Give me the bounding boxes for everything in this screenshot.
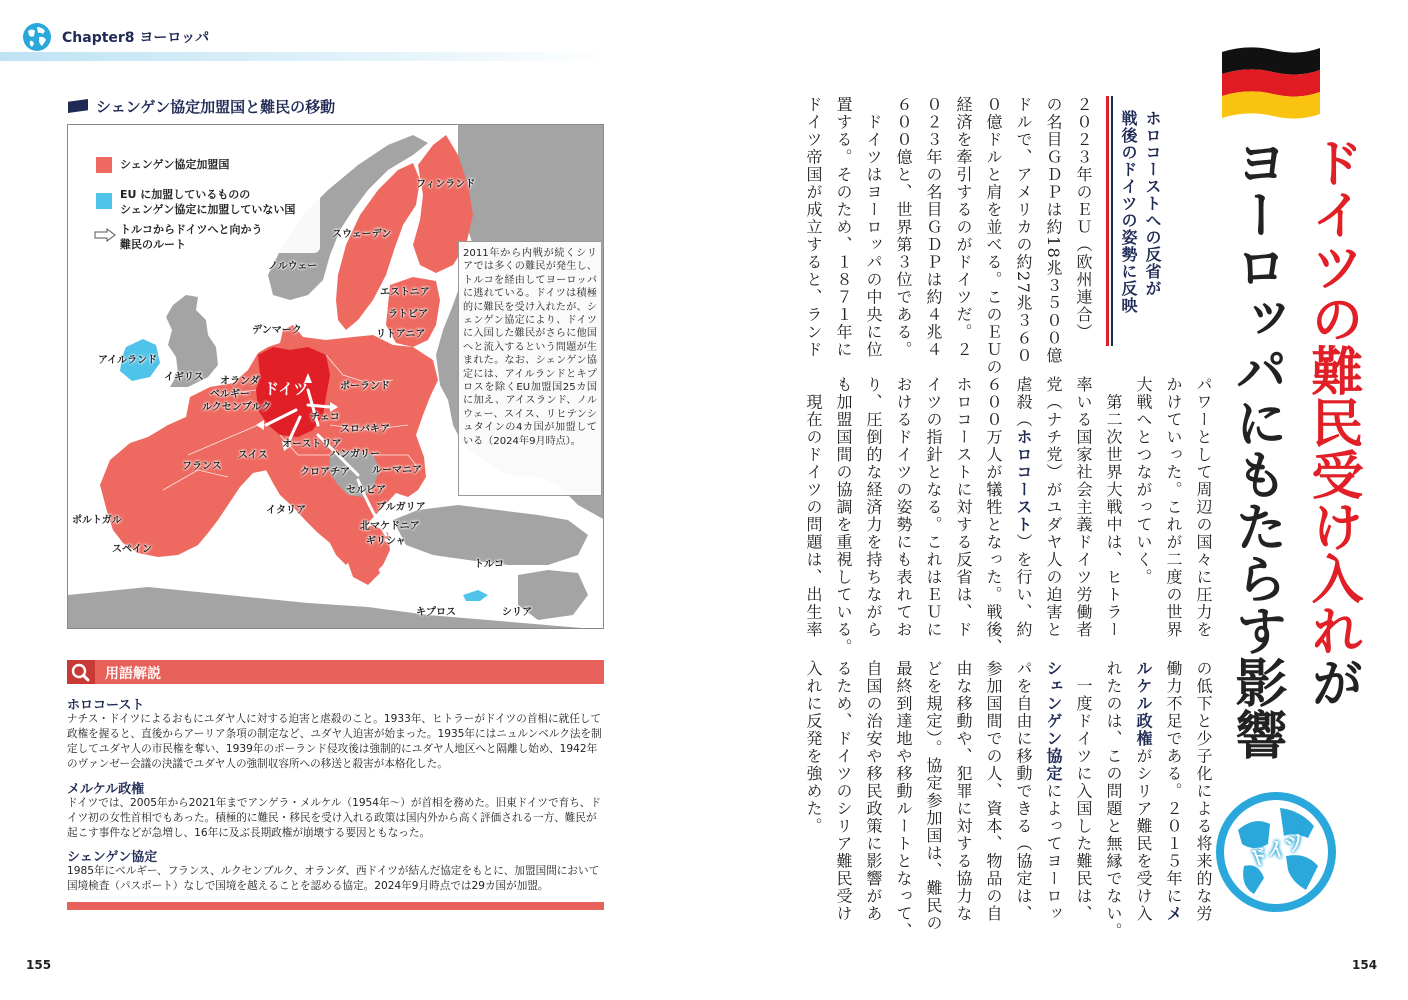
legend-eu-non-line1: EU に加盟しているものの (120, 188, 251, 201)
legend-schengen: シェンゲン協定加盟国 (120, 158, 230, 171)
block1-col: ０億ドルと肩を並べる。このＥＵの (984, 96, 1003, 376)
block3-col: どを規定）。協定参加国は、難民の (924, 660, 943, 932)
subhead-line2: 戦後のドイツの姿勢に反映 (1119, 110, 1138, 314)
label-slovakia: スロバキア (340, 424, 390, 435)
label-latvia: ラトビア (388, 309, 428, 320)
chapter-header: Chapter8 ヨーロッパ (62, 30, 210, 46)
block3-text: がシリア難民を受け入 (1134, 747, 1153, 923)
block1-col: 経済を牽引するのがドイツだ。２ (954, 96, 973, 359)
block3-col: 自国の治安や移民政策に影響があ (864, 660, 883, 923)
label-finland: フィンランド (416, 179, 476, 190)
label-germany: ドイツ (264, 380, 309, 398)
header-band (0, 52, 610, 61)
block3-col: パを自由に移動できる（協定は、 (1014, 660, 1033, 923)
label-turkey: トルコ (474, 559, 504, 570)
label-north-macedonia: 北マケドニア (360, 521, 420, 532)
block1-col: 置する。そのため、１８７１年に (834, 96, 853, 359)
label-norway: ノルウェー (268, 261, 318, 272)
block2-col: イツの指針となる。これはＥＵに (924, 376, 943, 639)
block3-col: れたのは、この問題と無縁でない。 (1104, 660, 1123, 940)
block1-col: ドルで、アメリカの約27兆３６０ (1014, 96, 1033, 365)
block3-col: の低下と少子化による将来的な労 (1194, 660, 1213, 923)
term-merkel-part2: ルケル政権 (1134, 660, 1153, 748)
germany-flag (1218, 44, 1324, 120)
block3-col (1128, 660, 1158, 950)
block3-col (1038, 660, 1068, 950)
label-spain: スペイン (112, 544, 152, 555)
label-austria: オーストリア (282, 439, 342, 450)
block3-col: 一度ドイツに入国した難民は、 (1074, 660, 1093, 923)
legend-swatch-eu-non-schengen (96, 193, 112, 209)
article-block-1 (798, 96, 1098, 386)
block2-col: り、圧倒的な経済力を持ちながら (864, 376, 883, 639)
glossary-def-schengen: 1985年にベルギー、フランス、ルクセンブルク、オランダ、西ドイツが結んだ協定をもとに、加盟国間において国境検査（パスポート）なしで国境を越えることを認める協定。2024年9月時点では29カ国が加盟。 (67, 865, 600, 892)
label-luxembourg: ルクセンブルク (202, 402, 272, 413)
article-block-3 (798, 660, 1218, 950)
block1-col: ドイツ帝国が成立すると、ランド (804, 96, 823, 359)
europe-map (67, 124, 604, 629)
block3-col (1158, 660, 1188, 950)
legend-swatch-schengen (96, 157, 112, 173)
block2-col: も加盟国間の協調を重視している。 (834, 376, 853, 656)
article-block-2 (798, 376, 1218, 666)
block2-col: 現在のドイツの問題は、出生率 (804, 376, 823, 639)
label-lithuania: リトアニア (376, 329, 426, 340)
block3-text: によってヨーロッ (1044, 782, 1063, 923)
block2-text: ）を行い、約 (1014, 533, 1033, 639)
label-belgium: ベルギー (210, 389, 250, 400)
label-syria: シリア (502, 607, 532, 618)
legend-route-line1: トルコからドイツへと向かう (120, 223, 263, 236)
map-title-text: シェンゲン協定加盟国と難民の移動 (96, 98, 336, 116)
glossary-header (67, 660, 604, 684)
article-title-line2: ヨーロッパにもたらす影響 (1226, 136, 1286, 760)
block3-text: 働力不足である。２０１５年に (1164, 660, 1183, 905)
term-schengen: シェンゲン協定 (1044, 660, 1063, 783)
subhead-rule-blue (1111, 96, 1113, 346)
block2-col: かけていった。これが二度の世界 (1164, 376, 1183, 639)
label-ireland: アイルランド (98, 355, 158, 366)
legend-eu-non-line2: シェンゲン協定に加盟していない国 (120, 203, 296, 216)
glossary-term-merkel: メルケル政権 (67, 782, 145, 797)
block2-col: 率いる国家社会主義ドイツ労働者 (1074, 376, 1093, 639)
page-number-right: 154 (1352, 958, 1378, 972)
block3-col: 最終到達地や移動ルートとなって、 (894, 660, 913, 940)
map-note: 2011年から内戦が続くシリアでは多くの難民が発生し、トルコを経由してヨーロッパに逃れている。ドイツは積極的に難民を受け入れたが、シェンゲン協定により、ドイツに入国した難民がさらに他国へと流入するという問題が生まれた。なお、シェンゲン協定には、アイルランドとキプロスを除くEU加盟国25カ国に加え、アイスランド、ノルウェー、スイス、リヒテンシュタインの4カ国が加盟している（2024年9月時点）。 (458, 241, 602, 496)
legend-route-line2: 難民のルート (120, 238, 186, 251)
block2-text: 虐殺（ (1014, 376, 1033, 429)
article-title-line1-main: ドイツの難民受け入れ (1302, 136, 1362, 656)
globe-icon (22, 22, 52, 52)
label-czech: チェコ (310, 412, 340, 423)
label-poland: ポーランド (340, 381, 390, 392)
label-netherlands: オランダ (220, 376, 260, 387)
glossary-title: 用語解説 (105, 666, 161, 682)
label-estonia: エストニア (380, 287, 430, 298)
subhead-rule-red (1106, 96, 1109, 346)
label-france: フランス (182, 461, 222, 472)
label-sweden: スウェーデン (332, 229, 392, 240)
map-title (68, 96, 335, 117)
block3-col: 入れに反発を強めた。 (804, 660, 823, 835)
block2-col: ホロコーストに対する反省は、ド (954, 376, 973, 639)
label-denmark: デンマーク (252, 325, 302, 336)
term-merkel-part1: メ (1164, 905, 1183, 923)
glossary-def-merkel: ドイツでは、2005年から2021年までアンゲラ・メルケル（1954年〜）が首相を務めた。旧東ドイツで育ち、ドイツ初の女性首相でもあった。積極的に難民・移民を受け入れる政策は国内外から高く評価される一方、難民が起こす事件などが急増し、16年に及ぶ長期政権が崩壊する要因ともなった。 (67, 797, 601, 839)
block1-col: ０２３年の名目ＧＤＰは約４兆４ (924, 96, 943, 359)
label-portugal: ポルトガル (72, 515, 122, 526)
term-holocaust: ホロコースト (1014, 428, 1033, 534)
label-bulgaria: ブルガリア (376, 502, 426, 513)
label-italy: イタリア (266, 505, 306, 516)
arrow-icon (94, 228, 116, 242)
label-hungary: ハンガリー (330, 449, 380, 460)
glossary-term-holocaust: ホロコースト (67, 698, 145, 713)
block2-col: 大戦へとつながっていく。 (1134, 376, 1153, 586)
magnifier-icon (67, 660, 95, 684)
label-serbia: セルビア (346, 485, 386, 496)
block1-col: ドイツはヨーロッパの中央に位 (864, 96, 883, 359)
block3-col: 由な移動や、犯罪に対する協力な (954, 660, 973, 923)
flag-icon (68, 99, 88, 113)
page-number-left: 155 (26, 958, 52, 972)
label-romania: ルーマニア (372, 465, 422, 476)
block1-col: の名目ＧＤＰは約18兆３５００億 (1044, 96, 1063, 365)
label-croatia: クロアチア (300, 467, 350, 478)
glossary-def-holocaust: ナチス・ドイツによるおもにユダヤ人に対する迫害と虐殺のこと。1933年、ヒトラーがドイツの首相に就任して政権を握ると、直後からアーリア条項の制定など、ユダヤ人迫害が始まった。1935年にはニュルンベルク法を制定してユダヤ人の市民権を奪い、1939年のポーランド侵攻後は強制的にユダヤ人地区へと隔離し始め、1942年のヴァンゼー会議の決議でユダヤ人の強制収容所への移送と殺害が本格化した。 (67, 713, 602, 770)
article-title-line1 (1300, 136, 1364, 708)
label-cyprus: キプロス (416, 607, 456, 618)
subhead-line1: ホロコーストへの反省が (1143, 110, 1162, 297)
glossary-footer-bar (67, 902, 604, 910)
block2-col: 第二次世界大戦中は、ヒトラー (1104, 376, 1123, 639)
region-badge-label: ドイツ (1244, 827, 1309, 873)
label-greece: ギリシャ (366, 536, 406, 547)
block2-col (1008, 376, 1038, 666)
block2-col: 党（ナチ党）がユダヤ人の迫害と (1044, 376, 1063, 639)
block3-col: るため、ドイツのシリア難民受け (834, 660, 853, 923)
block2-col: パワーとして周辺の国々に圧力を (1194, 376, 1213, 639)
block3-col: 参加国間での人、資本、物品の自 (984, 660, 1003, 923)
label-switzerland: スイス (238, 450, 268, 461)
map-legend (84, 135, 320, 253)
article-title-line1-tail: が (1302, 656, 1362, 708)
label-uk: イギリス (164, 372, 204, 383)
region-badge (1214, 790, 1338, 914)
block2-col: ６００万人が犠牲となった。戦後、 (984, 376, 1003, 656)
block1-col: ２０２３年のＥＵ（欧州連合） (1074, 96, 1093, 341)
block2-col: おけるドイツの姿勢にも表れてお (894, 376, 913, 639)
block1-col: ６００億と、世界第３位である。 (894, 96, 913, 359)
subhead (1106, 96, 1164, 346)
glossary-term-schengen: シェンゲン協定 (67, 850, 158, 865)
